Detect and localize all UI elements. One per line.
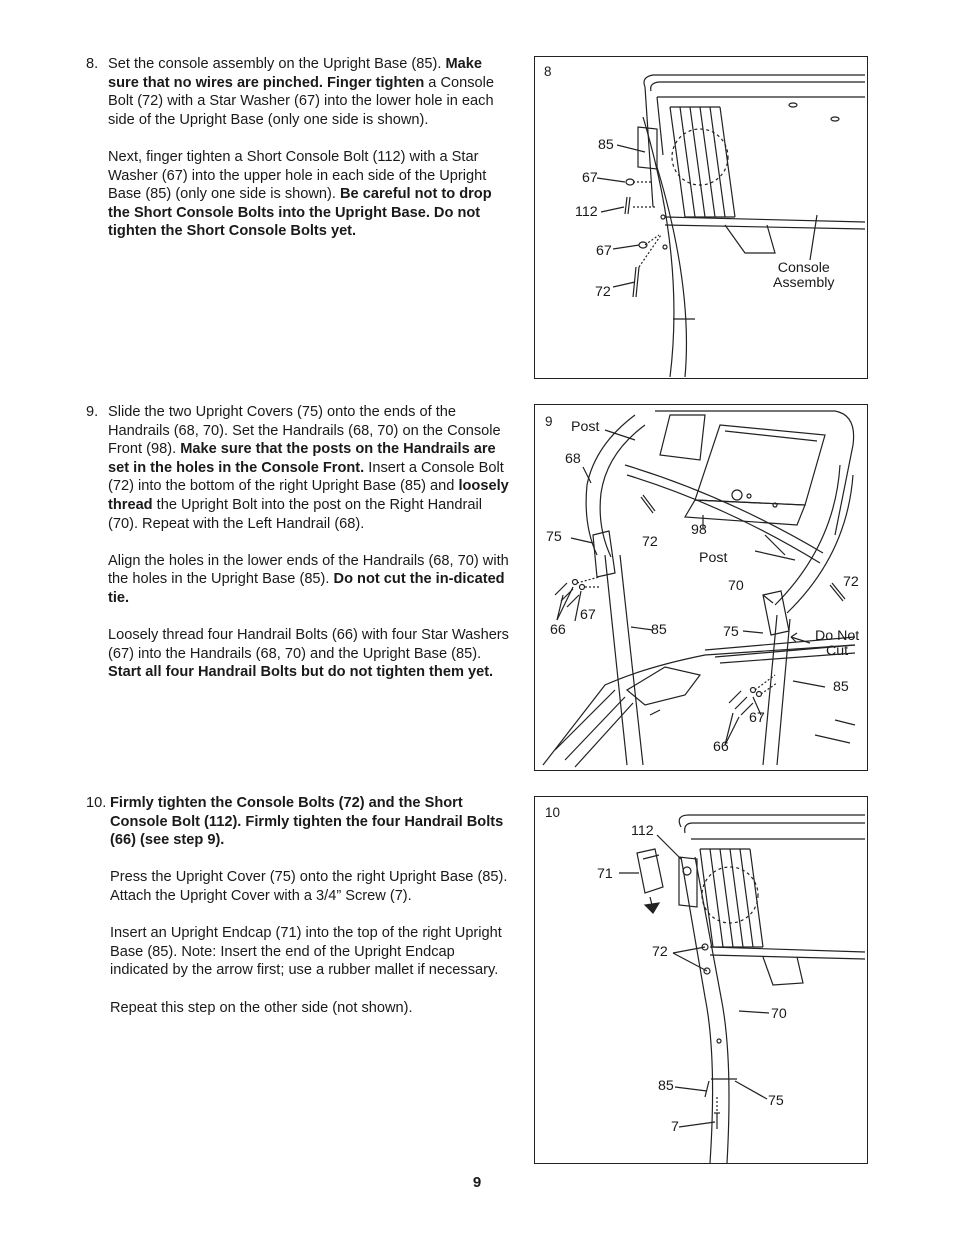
text: Insert a Console Bolt (72) into the bottom of the right Upright Base (85) and — [108, 459, 504, 495]
callout-70: 70 — [771, 1006, 787, 1022]
step-10 — [86, 794, 514, 1036]
step-number: 10. — [86, 795, 107, 811]
step-paragraph — [108, 403, 514, 533]
step-8 — [86, 55, 514, 260]
callout-85: 85 — [598, 137, 614, 153]
callout-70: 70 — [728, 578, 744, 594]
figure-number: 10 — [545, 805, 561, 820]
text: Align the holes in the lower ends of the Handrails (68, 70) with the holes in the Upright Base (85). — [108, 552, 509, 588]
callout-75-left: 75 — [546, 529, 562, 545]
callout-post-right: Post — [699, 550, 728, 566]
step-paragraph — [110, 999, 514, 1018]
figure-number: 8 — [544, 64, 552, 79]
callout-72: 72 — [652, 944, 668, 960]
callout-85-left: 85 — [651, 622, 667, 638]
text: Press the Upright Cover (75) onto the right Upright Base (85). Attach the Upright Cover with a 3/4” Screw (7). — [110, 869, 508, 904]
callout-112: 112 — [575, 204, 598, 220]
callout-72-right: 72 — [843, 574, 859, 590]
step-body — [108, 55, 514, 241]
callout-66-right: 66 — [713, 739, 729, 755]
text: Repeat this step on the other side (not shown). — [110, 999, 413, 1016]
text: Next, finger tighten a Short Console Bolt (112) with a Star Washer (67) into the upper hole in each side of the Upright Base (85) (only one side is shown). — [108, 148, 487, 203]
callout-post-left: Post — [571, 419, 600, 435]
text: Insert an Upright Endcap (71) into the top of the right Upright Base (85). Note: Insert the end of the Upright Endcap indicated by the arrow first; use a rubber mallet if necessary. — [110, 925, 502, 979]
bold-text: Make sure that the posts on the Handrails are set in the holes in the Console Front. — [108, 441, 496, 476]
step-paragraph — [110, 924, 514, 980]
step-paragraph — [108, 552, 514, 608]
callout-85: 85 — [658, 1078, 674, 1094]
step-number: 9. — [86, 404, 99, 420]
bold-text: Make sure that no wires are pinched. Finger tighten — [108, 56, 482, 91]
callout-85-right: 85 — [833, 679, 849, 695]
callout-71: 71 — [597, 866, 613, 882]
bold-text: loosely thread — [108, 478, 509, 513]
text: Loosely thread four Handrail Bolts (66) with four Star Washers (67) into the Handrails (68, 70) and the Upright Base (85). — [108, 627, 509, 662]
step-paragraph — [110, 868, 514, 905]
bold-text: Be careful not to drop the Short Console Bolts into the Upright Base. Do not tighten the Short Console Bolts yet. — [108, 186, 492, 240]
bold-text: Firmly tighten the Console Bolts (72) and the Short Console Bolt (112). Firmly tighten the four Handrail Bolts (66) (see step 9). — [110, 795, 504, 849]
callout-112: 112 — [631, 823, 654, 839]
figure-9-drawing — [535, 405, 867, 770]
callout-67-left: 67 — [580, 607, 596, 623]
figure-number: 9 — [545, 414, 553, 429]
text: Slide the two Upright Covers (75) onto the ends of the Handrails (68, 70). Set the Handrails (68, 70) on the Console Front (98). — [108, 404, 501, 458]
bold-text: Start all four Handrail Bolts but do not tighten them yet. — [108, 664, 494, 681]
callout-72-left: 72 — [642, 534, 658, 550]
callout-67: 67 — [596, 243, 612, 259]
callout-75: 75 — [768, 1093, 784, 1109]
callout-66-left: 66 — [550, 622, 566, 638]
callout-68: 68 — [565, 451, 581, 467]
callout-75-right: 75 — [723, 624, 739, 640]
text: Set the console assembly on the Upright Base (85). — [108, 56, 446, 72]
step-body — [110, 794, 514, 1017]
callout-console-assembly: Console Assembly — [773, 260, 835, 291]
figure-9 — [534, 404, 868, 771]
step-paragraph — [108, 626, 514, 682]
bold-text: Do not cut the in-dicated tie. — [108, 571, 505, 606]
step-paragraph — [108, 55, 514, 129]
step-body — [108, 403, 514, 682]
text: a Console Bolt (72) with a Star Washer (67) into the lower hole in each side of the Upright Base (only one side is shown). — [108, 74, 495, 128]
step-paragraph — [108, 148, 514, 241]
step-number: 8. — [86, 56, 99, 72]
callout-67: 67 — [582, 170, 598, 186]
callout-98: 98 — [691, 522, 707, 538]
figure-10-drawing — [535, 797, 867, 1163]
figure-8 — [534, 56, 868, 379]
callout-72: 72 — [595, 284, 611, 300]
callout-do-not-cut: Do Not Cut — [815, 628, 860, 659]
page-number: 9 — [472, 1174, 482, 1191]
figure-10 — [534, 796, 868, 1164]
step-paragraph — [110, 794, 514, 850]
callout-7: 7 — [671, 1119, 679, 1135]
callout-67-right: 67 — [749, 710, 765, 726]
text: the Upright Bolt into the post on the Right Handrail (70). Repeat with the Left Handrail (68). — [108, 496, 482, 532]
step-9 — [86, 403, 514, 701]
